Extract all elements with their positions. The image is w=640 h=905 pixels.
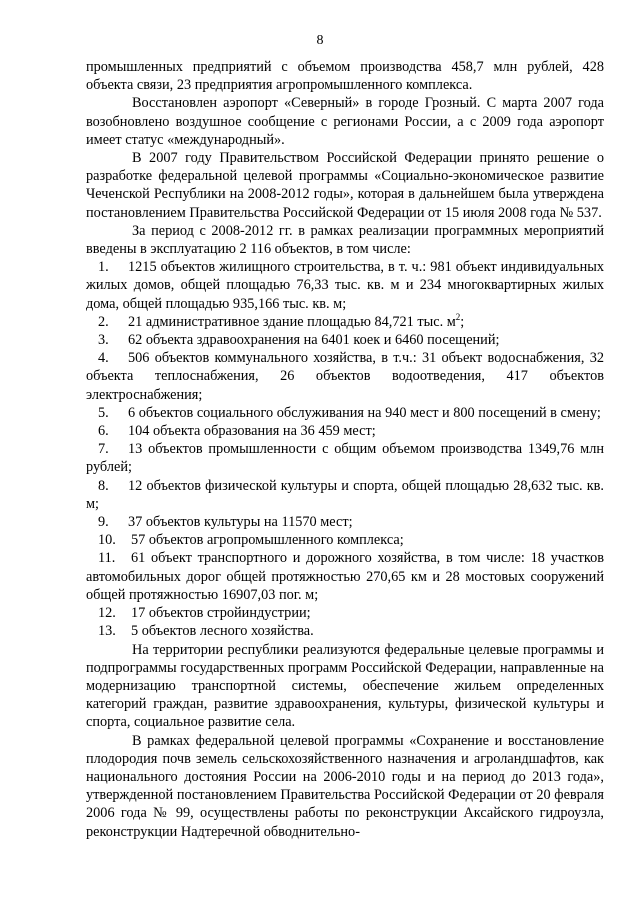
list-text: 506 объектов коммунального хозяйства, в т.ч.: 31 объект водоснабжения, 32 объекта теплоснабжения, 26 объектов водоотведения, 417 объектов электроснабжения;: [86, 350, 604, 403]
list-number: 13.: [98, 623, 116, 640]
list-item: [86, 604, 604, 622]
list-item: [86, 513, 604, 531]
page-number: 8: [316, 33, 324, 48]
paragraph: За период с 2008-2012 гг. в рамках реализации программных мероприятий введены в эксплуатацию 2 116 объектов, в том числе:: [86, 222, 604, 258]
paragraph: Восстановлен аэропорт «Северный» в городе Грозный. С марта 2007 года возобновлено воздушное сообщение с регионами России, а с 2009 года аэропорт имеет статус «международный».: [86, 95, 604, 148]
list-number: 4.: [98, 350, 109, 367]
paragraph: В рамках федеральной целевой программы «Сохранение и восстановление плодородия почв земель сельскохозяйственного назначения и агроландшафтов, как национального достояния России на 2006-2010 годы и на период до 2013 года», утвержденной постановлением Правительства Российской Федерации от 20 февраля 2006 года № 99, осуществлены работы по реконструкции Аксайского гидроузла, реконструкции Надтеречной обводнительно-: [86, 732, 604, 840]
list-item: [86, 531, 604, 549]
list-number: 10.: [98, 532, 116, 549]
paragraph: промышленных предприятий с объемом производства 458,7 млн рублей, 428 объекта связи, 23 предприятия агропромышленного комплекса.: [86, 59, 604, 94]
list-number: 5.: [98, 404, 109, 421]
paragraph: На территории республики реализуются федеральные целевые программы и подпрограммы государственных программ Российской Федерации, направленные на модернизацию транспортной системы, обеспечение жильем определенных категорий граждан, развитие здравоохранения, культуры, физической культуры и спорта, социальное развитие села.: [86, 641, 604, 731]
list-item: [86, 331, 604, 349]
document-body: [86, 58, 604, 841]
list-item: [86, 404, 604, 422]
list-text: 17 объектов стройиндустрии;: [131, 605, 311, 622]
list-number: 7.: [98, 441, 109, 458]
list-number: 9.: [98, 514, 109, 531]
list-text: 1215 объектов жилищного строительства, в т. ч.: 981 объект индивидуальных жилых домов, общей площадью 76,33 тыс. кв. м и 234 многоквартирных жилых дома, общей площадью 935,166 тыс. кв. м;: [86, 259, 604, 312]
paragraph: В 2007 году Правительством Российской Федерации принято решение о разработке федеральной целевой программы «Социально-экономическое развитие Чеченской Республики на 2008-2012 годы», которая в дальнейшем была утверждена постановлением Правительства Российской Федерации от 15 июля 2008 года № 537.: [86, 150, 604, 221]
list-number: 2.: [98, 313, 109, 330]
list-number: 6.: [98, 423, 109, 440]
list-text: 21 административное здание площадью 84,721 тыс. м: [128, 313, 456, 330]
list-text: 57 объектов агропромышленного комплекса;: [131, 532, 404, 549]
list-text: 12 объектов физической культуры и спорта, общей площадью 28,632 тыс. кв. м;: [86, 477, 604, 512]
numbered-list: [86, 258, 604, 640]
list-text: 62 объекта здравоохранения на 6401 коек и 6460 посещений;: [128, 332, 500, 349]
list-text: 13 объектов промышленности с общим объемом производства 1349,76 млн рублей;: [86, 441, 604, 476]
list-item: [86, 477, 604, 513]
list-item: [86, 313, 604, 331]
list-item: [86, 422, 604, 440]
list-item: [86, 258, 604, 313]
list-number: 3.: [98, 332, 109, 349]
list-item: [86, 622, 604, 640]
superscript: 2: [455, 312, 461, 323]
list-number: 8.: [98, 477, 109, 494]
list-item: [86, 440, 604, 476]
list-text: 61 объект транспортного и дорожного хозяйства, в том числе: 18 участков автомобильных дорог общей протяжностью 270,65 км и 28 мостовых сооружений общей протяжностью 16907,03 пог. м;: [86, 550, 604, 603]
list-number: 1.: [98, 259, 109, 276]
list-number: 12.: [98, 605, 116, 622]
list-text: 5 объектов лесного хозяйства.: [131, 623, 314, 640]
list-text: 37 объектов культуры на 11570 мест;: [128, 514, 353, 531]
list-number: 11.: [98, 550, 116, 567]
list-item: [86, 549, 604, 604]
list-text-tail: ;: [460, 313, 465, 330]
list-text: 6 объектов социального обслуживания на 940 мест и 800 посещений в смену;: [128, 404, 601, 421]
list-text: 104 объекта образования на 36 459 мест;: [128, 423, 376, 440]
list-item: [86, 349, 604, 404]
